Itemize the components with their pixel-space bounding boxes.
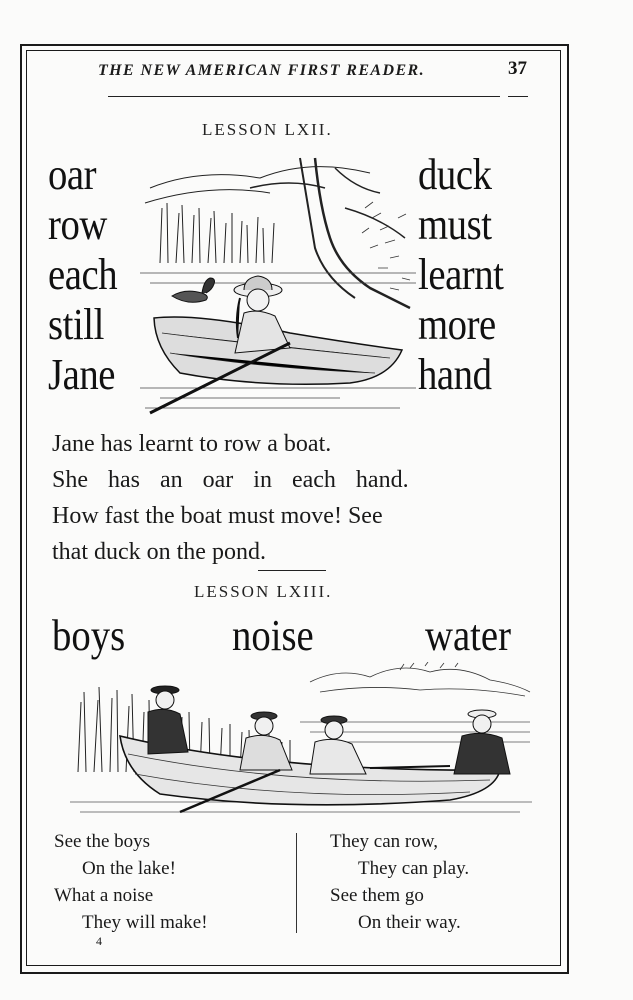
vocab-word: hand — [418, 350, 492, 399]
header-rule — [108, 96, 500, 97]
vocab-word: Jane — [48, 350, 116, 399]
poem-line: On the lake! — [82, 858, 176, 879]
poem-line: They will make! — [82, 912, 208, 933]
vocab-word: learnt — [418, 250, 504, 299]
vocab-word: water — [425, 611, 511, 660]
text-line: Jane has learnt to row a boat. — [52, 431, 332, 457]
boys-rowing-illustration — [70, 662, 532, 820]
poem-right-stanza — [330, 828, 469, 936]
vocab-word: still — [48, 300, 104, 349]
text-line: How fast the boat must move! See — [52, 503, 383, 529]
section-divider — [258, 570, 326, 571]
poem-line: They can play. — [358, 858, 470, 879]
lesson-62-text — [52, 426, 542, 570]
lesson-62-right-words — [418, 150, 504, 400]
lesson-62-left-words — [48, 150, 117, 400]
lesson-62-title: LESSON LXII. — [202, 120, 333, 139]
text-line: that duck on the pond. — [52, 539, 266, 565]
vocab-word: more — [418, 300, 496, 349]
vocab-word: boys — [52, 611, 126, 660]
vocab-word: row — [48, 200, 107, 249]
vocab-word: noise — [232, 611, 314, 660]
poem-line: See them go — [330, 885, 424, 906]
vocab-word: duck — [418, 150, 492, 199]
running-head: THE NEW AMERICAN FIRST READER. — [98, 62, 425, 79]
vocab-word: each — [48, 250, 118, 299]
poem-left-stanza — [54, 828, 208, 936]
signature-mark: 4 — [96, 934, 102, 948]
poem-line: They can row, — [330, 831, 438, 852]
poem-line: See the boys — [54, 831, 151, 852]
poem-column-divider — [296, 833, 297, 933]
header-rule-short — [508, 96, 528, 97]
poem-line: On their way. — [358, 912, 461, 933]
vocab-word: oar — [48, 150, 97, 199]
poem-line: What a noise — [54, 885, 154, 906]
lesson-63-title: LESSON LXIII. — [194, 582, 333, 601]
girl-rowing-illustration — [140, 148, 416, 418]
page-number: 37 — [508, 58, 527, 79]
text-line: She has an oar in each hand. — [52, 467, 409, 493]
vocab-word: must — [418, 200, 492, 249]
